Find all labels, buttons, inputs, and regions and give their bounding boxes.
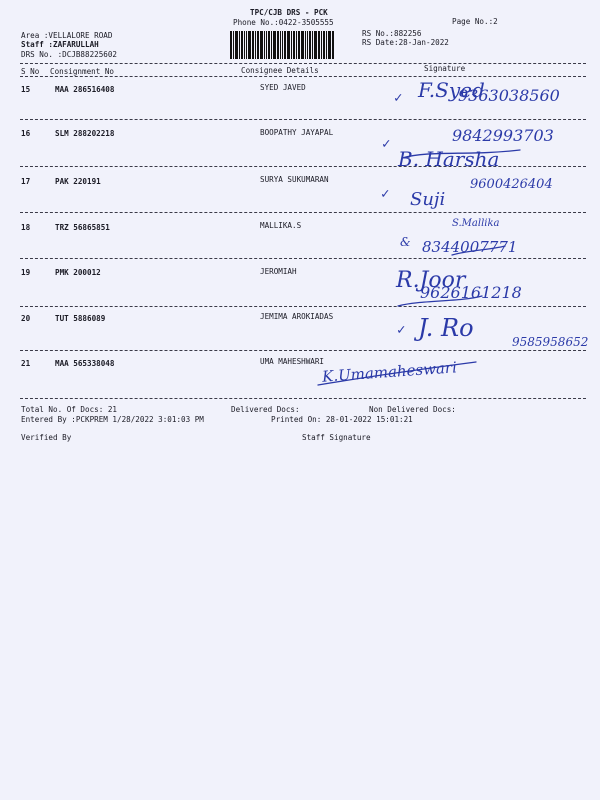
row-consignment: TUT 5886089	[55, 314, 106, 323]
delivered-docs: Delivered Docs:	[231, 405, 300, 414]
checkmark-icon: ✓	[381, 186, 390, 202]
printed-on: Printed On: 28-01-2022 15:01:21	[271, 415, 413, 424]
staff-label: Staff :ZAFARULLAH	[21, 40, 99, 49]
row-consignment: PMK 200012	[55, 268, 101, 277]
document-title: TPC/CJB DRS - PCK	[250, 8, 328, 17]
handwritten-mark: &	[400, 235, 411, 249]
handwritten-signature: K.Umamaheswari	[321, 358, 458, 386]
row-consignee: MALLIKA.S	[260, 221, 302, 230]
row-consignee: UMA MAHESHWARI	[260, 357, 325, 366]
staff-signature: Staff Signature	[302, 433, 371, 442]
checkmark-icon: ✓	[382, 136, 391, 152]
handwritten-phone: 8344007771	[422, 238, 518, 256]
rs-date: RS Date:28-Jan-2022	[362, 38, 449, 47]
column-consignment: Consignment No	[50, 67, 115, 76]
row-consignment: MAA 565338048	[55, 359, 115, 368]
checkmark-icon: ✓	[397, 322, 406, 338]
row-sno: 17	[21, 177, 31, 186]
rs-number: RS No.:882256	[362, 29, 422, 38]
column-sno: S No	[21, 67, 40, 76]
column-signature: Signature	[424, 64, 466, 73]
row-sno: 18	[21, 223, 31, 232]
checkmark-icon: ✓	[394, 90, 403, 106]
row-sno: 15	[21, 85, 31, 94]
handwritten-signature: S.Mallika	[452, 218, 500, 229]
handwritten-phone: 9363038560	[458, 86, 560, 105]
row-sno: 20	[21, 314, 31, 323]
handwritten-signature: J. Ro	[418, 314, 474, 342]
drs-number: DRS No. :DCJB88225602	[21, 50, 118, 59]
handwritten-phone: 9600426404	[470, 177, 553, 192]
row-consignment: SLM 288202218	[55, 129, 115, 138]
non-delivered-docs: Non Delivered Docs:	[369, 405, 456, 414]
row-consignment: MAA 286516408	[55, 85, 115, 94]
phone-number: Phone No.:0422-3505555	[233, 18, 334, 27]
page-number: Page No.:2	[452, 17, 498, 26]
verified-by: Verified By	[21, 433, 72, 442]
column-consignee: Consignee Details	[241, 66, 319, 75]
handwritten-signature: Suji	[410, 189, 446, 210]
row-consignment: PAK 220191	[55, 177, 101, 186]
total-docs: Total No. Of Docs: 21	[21, 405, 118, 414]
handwritten-phone: 9626161218	[420, 283, 522, 302]
handwritten-signature: R.Joor	[396, 268, 466, 293]
entered-by: Entered By :PCKPREM 1/28/2022 3:01:03 PM	[21, 415, 204, 424]
area-label: Area :VELLALORE ROAD	[21, 31, 113, 40]
row-consignee: SYED JAVED	[260, 83, 306, 92]
row-consignment: TRZ 56865851	[55, 223, 110, 232]
row-sno: 19	[21, 268, 31, 277]
row-consignee: JEROMIAH	[260, 267, 297, 276]
handwritten-phone: 9842993703	[452, 126, 554, 145]
row-sno: 16	[21, 129, 31, 138]
handwritten-phone: 9585958652	[512, 335, 589, 349]
handwritten-signature: F.Syed	[418, 78, 485, 102]
row-consignee: BOOPATHY JAYAPAL	[260, 128, 334, 137]
row-consignee: SURYA SUKUMARAN	[260, 175, 329, 184]
handwritten-signature: B. Harsha	[398, 147, 500, 171]
row-consignee: JEMIMA AROKIADAS	[260, 312, 334, 321]
row-sno: 21	[21, 359, 31, 368]
